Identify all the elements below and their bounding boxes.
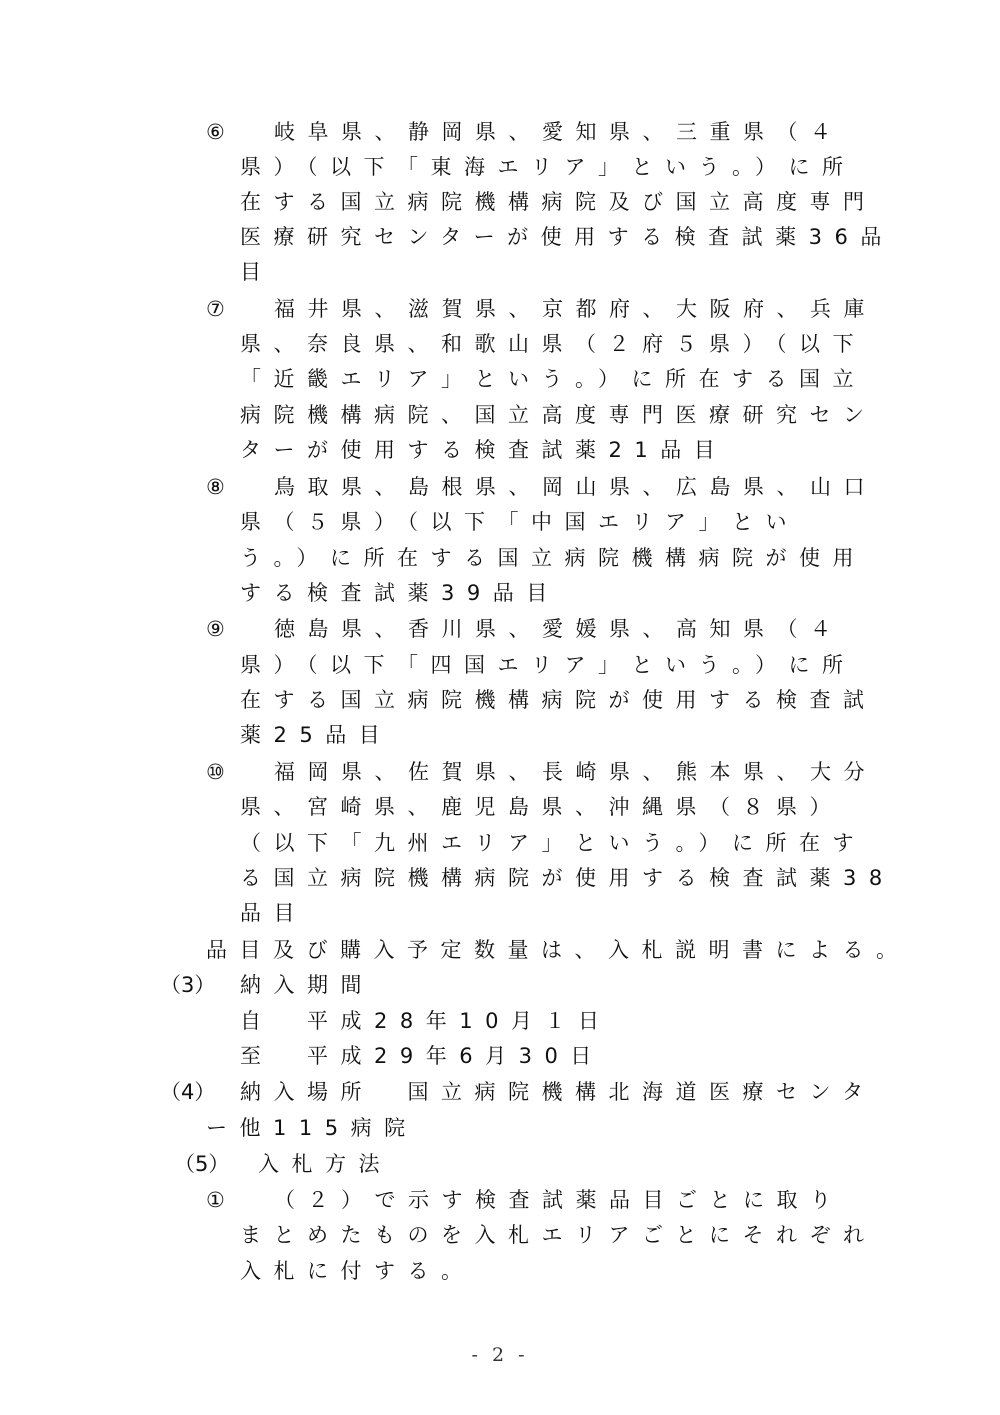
item-10-line-4: る国立病院機構病院が使用する検査試薬38 bbox=[240, 866, 895, 890]
item-8-line-2: 県（５県）（以下「中国エリア」とい bbox=[240, 510, 799, 534]
bid-method-line-1: （２）で示す検査試薬品目ごとに取り bbox=[274, 1188, 844, 1212]
item-6-line-4: 医療研究センターが使用する検査試薬36品 bbox=[240, 225, 894, 249]
item-7-line-1: 福井県、滋賀県、京都府、大阪府、兵庫 bbox=[274, 297, 877, 321]
section-5-marker: （5） bbox=[174, 1152, 230, 1176]
delivery-period-from: 自 平成28年10月１日 bbox=[240, 1009, 612, 1033]
section-5-item-1-marker: ① bbox=[206, 1188, 225, 1212]
section-3-marker: （3） bbox=[160, 973, 216, 997]
item-9-line-1: 徳島県、香川県、愛媛県、高知県（４ bbox=[274, 617, 844, 641]
item-9-line-4: 薬25品目 bbox=[240, 723, 393, 747]
item-10-line-5: 品目 bbox=[240, 901, 307, 925]
item-9-marker: ⑨ bbox=[206, 617, 225, 641]
bid-method-line-2: まとめたものを入札エリアごとにそれぞれ bbox=[240, 1223, 877, 1247]
item-8-line-1: 鳥取県、島根県、岡山県、広島県、山口 bbox=[274, 475, 877, 499]
item-9-line-3: 在する国立病院機構病院が使用する検査試 bbox=[240, 688, 877, 712]
delivery-place-line-1: 納入場所 国立病院機構北海道医療センタ bbox=[240, 1080, 876, 1104]
item-7-line-5: ターが使用する検査試薬21品目 bbox=[240, 438, 728, 462]
item-7-line-2: 県、奈良県、和歌山県（２府５県）（以下 bbox=[240, 332, 866, 356]
quantity-note: 品目及び購入予定数量は、入札説明書による。 bbox=[206, 938, 910, 962]
item-6-line-2: 県）（以下「東海エリア」という。）に所 bbox=[240, 155, 856, 179]
item-7-marker: ⑦ bbox=[206, 297, 225, 321]
item-10-line-1: 福岡県、佐賀県、長崎県、熊本県、大分 bbox=[274, 760, 877, 784]
item-8-line-4: する検査試薬39品目 bbox=[240, 581, 560, 605]
section-4-marker: （4） bbox=[160, 1080, 216, 1104]
delivery-period-to: 至 平成29年6月30日 bbox=[240, 1044, 604, 1068]
item-7-line-3: 「近畿エリア」という。）に所在する国立 bbox=[240, 367, 866, 391]
item-6-line-1: 岐阜県、静岡県、愛知県、三重県（４ bbox=[274, 120, 844, 144]
section-5-title: 入札方法 bbox=[258, 1152, 392, 1176]
item-9-line-2: 県）（以下「四国エリア」という。）に所 bbox=[240, 653, 856, 677]
item-6-line-3: 在する国立病院機構病院及び国立高度専門 bbox=[240, 190, 877, 214]
item-6-line-5: 目 bbox=[240, 260, 274, 284]
bid-method-line-3: 入札に付する。 bbox=[240, 1259, 475, 1283]
item-10-line-3: （以下「九州エリア」という。）に所在す bbox=[240, 831, 866, 855]
item-8-marker: ⑧ bbox=[206, 475, 225, 499]
item-7-line-4: 病院機構病院、国立高度専門医療研究セン bbox=[240, 403, 877, 427]
item-10-line-2: 県、宮崎県、鹿児島県、沖縄県（８県） bbox=[240, 795, 843, 819]
delivery-place-line-2: ー他115病院 bbox=[206, 1116, 418, 1140]
item-8-line-3: う。）に所在する国立病院機構病院が使用 bbox=[240, 546, 866, 570]
item-6-marker: ⑥ bbox=[206, 120, 225, 144]
section-3-title: 納入期間 bbox=[240, 973, 374, 997]
page-number: - 2 - bbox=[471, 1344, 529, 1366]
item-10-marker: ⑩ bbox=[206, 760, 225, 784]
